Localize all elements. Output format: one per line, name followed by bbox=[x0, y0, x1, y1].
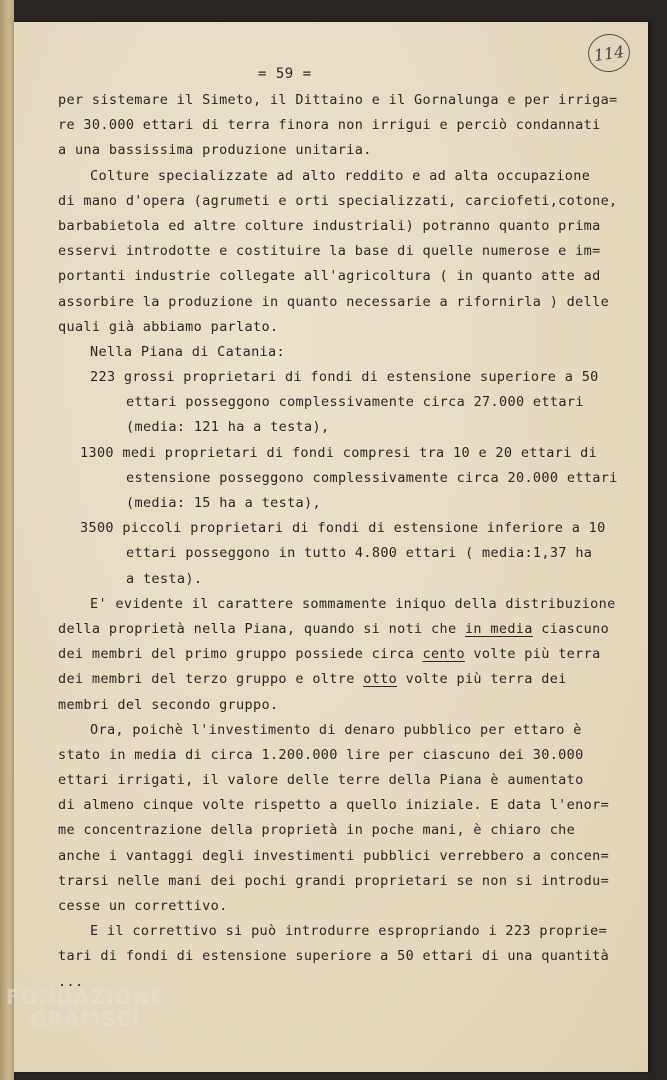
list-item-large-owners: 223 grossi proprietari di fondi di estensione superiore a 50 bbox=[90, 369, 599, 386]
paragraph-start-line: Ora, poichè l'investimento di denaro pubblico per ettaro è bbox=[90, 721, 582, 738]
list-item-medium-owners: 1300 medi proprietari di fondi compresi tra 10 e 20 ettari di bbox=[80, 444, 598, 461]
list-item-continuation: estensione posseggono complessivamente circa 20.000 ettari bbox=[126, 469, 618, 486]
list-item-continuation: (media: 15 ha a testa), bbox=[126, 495, 321, 511]
text-segment: ciascuno bbox=[532, 620, 610, 637]
text-line: re 30.000 ettari di terra finora non irrigui e perciò condannati bbox=[58, 117, 601, 134]
text-line: stato in media di circa 1.200.000 lire per ciascuno dei 30.000 bbox=[58, 746, 584, 763]
text-line bbox=[58, 667, 628, 692]
text-line: trarsi nelle mani dei pochi grandi proprietari se non si introdu= bbox=[58, 872, 610, 889]
watermark-line: onlus bbox=[144, 1036, 166, 1045]
text-segment: volte più terra bbox=[464, 646, 601, 663]
text-line: me concentrazione della proprietà in poche mani, è chiaro che bbox=[58, 822, 576, 839]
text-line: ettari irrigati, il valore delle terre della Piana è aumentato bbox=[58, 772, 584, 789]
paragraph-start-line: Colture specializzate ad alto reddito e ad alta occupazione bbox=[90, 167, 591, 184]
text-line: per sistemare il Simeto, il Dittaino e il Gornalunga e per irriga= bbox=[58, 92, 618, 108]
page-binding-edge bbox=[0, 0, 14, 1080]
section-heading-line: Nella Piana di Catania: bbox=[90, 343, 285, 360]
text-line bbox=[58, 642, 628, 667]
text-line: quali già abbiamo parlato. bbox=[58, 318, 279, 335]
text-line: cesse un correttivo. bbox=[58, 898, 228, 914]
text-line: barbabietola ed altre colture industriali) potranno quanto prima bbox=[58, 217, 601, 234]
text-line bbox=[58, 617, 628, 642]
text-segment: dei membri del primo gruppo possiede circa bbox=[58, 646, 423, 663]
paragraph-start-line: E' evidente il carattere sommamente iniquo della distribuzione bbox=[90, 595, 616, 612]
list-item-continuation: ettari posseggono complessivamente circa 27.000 ettari bbox=[126, 394, 584, 411]
text-line: a una bassissima produzione unitaria. bbox=[58, 142, 372, 159]
list-item-continuation: a testa). bbox=[126, 570, 203, 587]
list-item-small-owners: 3500 piccoli proprietari di fondi di estensione inferiore a 10 bbox=[80, 520, 606, 537]
text-line: assorbire la produzione in quanto necessarie a rifornirla ) delle bbox=[58, 293, 610, 310]
text-segment: volte più terra dei bbox=[397, 671, 567, 688]
text-line: portanti industrie collegate all'agricoltura ( in quanto atte ad bbox=[58, 268, 601, 285]
page-body bbox=[58, 88, 628, 995]
list-item-continuation: ettari posseggono in tutto 4.800 ettari ( media:1,37 ha bbox=[126, 545, 593, 562]
text-segment: della proprietà nella Piana, quando si noti che bbox=[58, 620, 465, 637]
text-line: anche i vantaggi degli investimenti pubblici verrebbero a concen= bbox=[58, 847, 610, 864]
text-segment: dei membri del terzo gruppo e oltre bbox=[58, 671, 364, 688]
page-number: = 59 = bbox=[258, 66, 312, 82]
text-line: esservi introdotte e costituire la base di quelle numerose e im= bbox=[58, 243, 601, 260]
watermark-line: FONDAZIONE bbox=[6, 985, 165, 1009]
text-line: di almeno cinque volte rispetto a quello iniziale. E data l'enor= bbox=[58, 797, 610, 814]
text-line: tari di fondi di estensione superiore a 50 ettari di una quantità bbox=[58, 948, 610, 965]
underlined-emphasis: in media bbox=[464, 620, 533, 637]
text-line: di mano d'opera (agrumeti e orti specializzati, carciofeti,cotone, bbox=[58, 192, 618, 209]
archive-watermark-logo bbox=[6, 986, 165, 1052]
underlined-emphasis: otto bbox=[363, 671, 398, 688]
typewritten-page bbox=[14, 22, 648, 1072]
page-continuation-mark: ... bbox=[58, 973, 84, 990]
list-item-continuation: (media: 121 ha a testa), bbox=[126, 419, 330, 436]
paragraph-start-line: E il correttivo si può introdurre espropriando i 223 proprie= bbox=[90, 923, 608, 940]
text-line: membri del secondo gruppo. bbox=[58, 696, 279, 713]
underlined-emphasis: cento bbox=[422, 646, 465, 663]
folio-number-stamp: 114 bbox=[586, 31, 633, 74]
watermark-line: GRAMSCI bbox=[30, 1007, 141, 1031]
